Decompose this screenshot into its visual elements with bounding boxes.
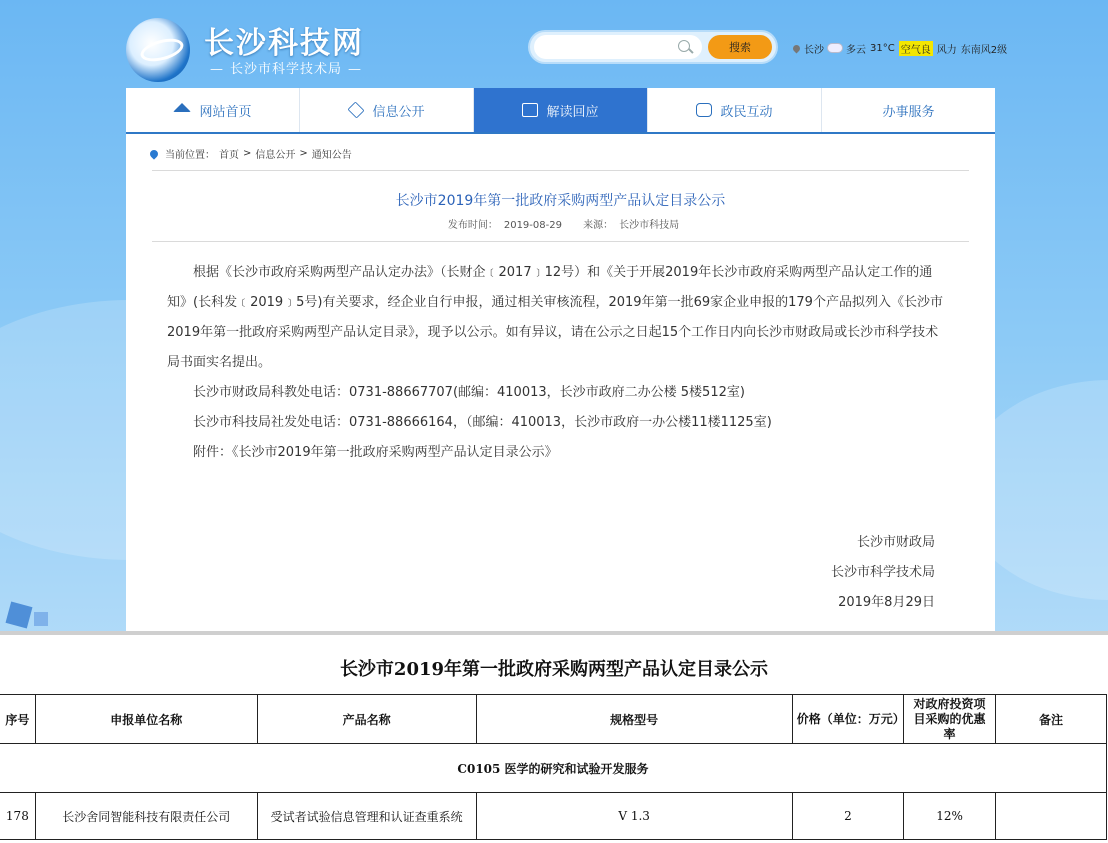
nav-item-label: 政民互动	[720, 104, 773, 120]
wind-value: 东南风2级	[960, 44, 1008, 56]
breadcrumb-prefix: 当前位置：	[165, 150, 215, 161]
article-title: 长沙市2019年第一批政府采购两型产品认定目录公示	[395, 193, 726, 209]
weather-condition: 多云	[846, 44, 866, 56]
article-meta	[126, 216, 995, 231]
article-paragraph: 根据《长沙市政府采购两型产品认定办法》（长财企﹝2017﹞12号）和《关于开展2019年长沙市政府采购两型产品认定工作的通知》(长科发﹝2019﹞5号)有关要求，经企业自行申报，通过相关审核流程，2019年第一批69家企业申报的179个产品拟列入《长沙市2019年第一批政府采购两型产品认定目录》，现予以公示。如有异议，请在公示之日起15个工作日内向长沙市财政局或长沙市科学技术局书面实名提出。	[167, 265, 943, 370]
nav-item-interaction[interactable]	[648, 88, 822, 132]
breadcrumb	[150, 146, 352, 161]
publish-date: 2019-08-29	[503, 220, 562, 231]
nav-item-home[interactable]	[126, 88, 300, 132]
article-paragraph: 长沙市财政局科教处电话：0731-88667707(邮编：410013，长沙市政府二办公楼 5楼512室)	[193, 385, 745, 400]
cell-discount: 12%	[904, 793, 996, 840]
attachment-document	[0, 631, 1108, 843]
document-icon	[522, 103, 538, 117]
source-value: 长沙市科技局	[619, 220, 680, 231]
divider	[152, 170, 969, 171]
divider	[152, 241, 969, 242]
breadcrumb-home[interactable]: 首页	[219, 150, 239, 161]
document-title: 长沙市2019年第一批政府采购两型产品认定目录公示	[339, 659, 769, 680]
column-header: 申报单位名称	[35, 695, 257, 744]
breadcrumb-separator: >	[299, 148, 308, 159]
breadcrumb-notice[interactable]: 通知公告	[311, 150, 352, 161]
site-subtitle: — 长沙市科学技术局 —	[204, 58, 368, 77]
category-label: C0105 医学的研究和试验开发服务	[0, 744, 1107, 793]
nav-item-label: 信息公开	[372, 104, 425, 120]
cell-company: 长沙舍同智能科技有限责任公司	[35, 793, 257, 840]
main-nav	[126, 88, 995, 134]
table-header-row	[0, 695, 1107, 744]
nav-item-info-disclosure[interactable]	[300, 88, 474, 132]
column-header: 对政府投资项目采购的优惠率	[904, 695, 996, 744]
column-header: 备注	[995, 695, 1106, 744]
category-row	[0, 744, 1107, 793]
cell-index: 178	[0, 793, 35, 840]
nav-item-label: 解读回应	[546, 104, 599, 120]
column-header: 规格型号	[476, 695, 792, 744]
signature-block	[831, 528, 935, 618]
search-input[interactable]	[534, 35, 702, 59]
nav-item-label: 办事服务	[882, 104, 935, 120]
column-header: 产品名称	[257, 695, 476, 744]
decorative-cube	[6, 602, 33, 629]
attachment-link[interactable]: 附件：《长沙市2019年第一批政府采购两型产品认定目录公示》	[193, 445, 558, 460]
cell-price: 2	[792, 793, 903, 840]
location-pin-icon	[148, 148, 159, 159]
catalog-table	[0, 694, 1107, 840]
weather-widget	[793, 40, 1007, 56]
nav-item-label: 网站首页	[199, 104, 252, 120]
nav-item-interpretation[interactable]	[474, 88, 648, 132]
signature-finance-bureau: 长沙市财政局	[856, 535, 935, 550]
publish-label: 发布时间：	[447, 220, 498, 231]
weather-city[interactable]: 长沙	[804, 44, 824, 56]
interaction-icon	[696, 103, 712, 117]
table-row	[0, 793, 1107, 840]
signature-date: 2019年8月29日	[838, 595, 935, 610]
layers-icon	[348, 102, 365, 119]
location-icon	[792, 43, 802, 53]
cell-model: V 1.3	[476, 793, 792, 840]
air-quality-badge: 空气良	[899, 41, 933, 56]
search-bar	[530, 32, 776, 62]
site-logo[interactable]	[126, 14, 386, 84]
site-title: 长沙科技网	[204, 26, 364, 61]
nav-item-services[interactable]	[822, 88, 995, 132]
cell-product: 受试者试验信息管理和认证查重系统	[257, 793, 476, 840]
article-panel	[126, 134, 995, 631]
weather-temperature: 31°C	[870, 42, 895, 54]
column-header: 价格（单位：万元）	[792, 695, 903, 744]
article-body	[167, 258, 947, 468]
search-button[interactable]: 搜索	[708, 35, 772, 59]
logo-emblem-icon	[126, 18, 190, 82]
column-header: 序号	[0, 695, 35, 744]
home-icon	[173, 103, 191, 112]
search-icon[interactable]	[678, 40, 690, 52]
breadcrumb-separator: >	[243, 148, 252, 159]
article-paragraph: 长沙市科技局社发处电话：0731-88666164，（邮编：410013，长沙市政府一办公楼11楼1125室)	[193, 415, 772, 430]
decorative-cube	[34, 612, 48, 626]
source-label: 来源：	[583, 220, 614, 231]
breadcrumb-info[interactable]: 信息公开	[255, 150, 296, 161]
cloud-icon	[828, 44, 842, 52]
signature-science-bureau: 长沙市科学技术局	[830, 565, 935, 580]
cell-remark	[995, 793, 1106, 840]
wind-label: 风力	[936, 44, 957, 56]
